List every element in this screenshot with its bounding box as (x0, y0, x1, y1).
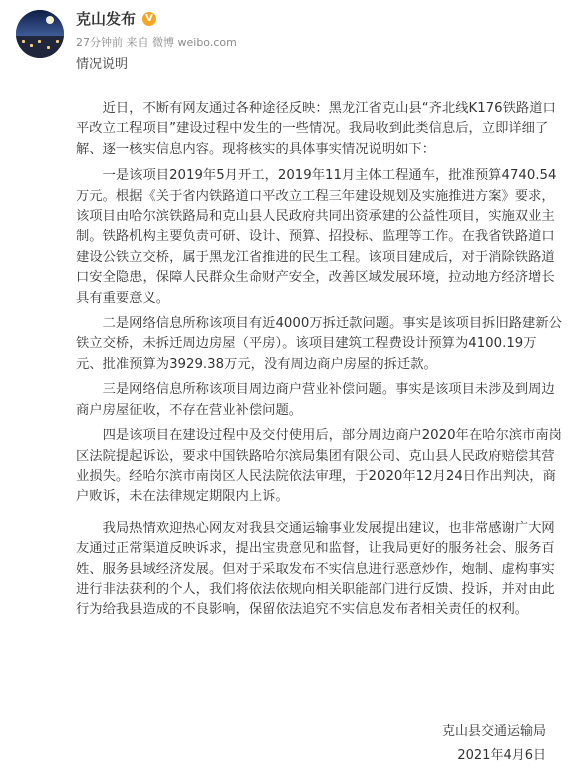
cropped-footer (76, 766, 196, 773)
author-name[interactable]: 克山发布 (76, 10, 137, 28)
avatar-sky (16, 10, 64, 36)
avatar-light (56, 40, 59, 43)
date: 2021年4月6日 (457, 748, 546, 763)
paragraph-point-2: 二是网络信息所称该项目有近4000万拆迁款问题。事实是该项目拆旧路建新公铁立交桥，未拆迁周边房屋（平房）。该项目建筑工程费设计预算为4100.19万元、批准预算为3929.38万元，没有周边商户房屋的拆迁款。 (76, 316, 562, 372)
verified-icon: V (142, 12, 156, 26)
avatar-light (47, 46, 50, 49)
source-prefix: 来自 (126, 36, 149, 49)
post-title: 情况说明 (76, 57, 129, 72)
post-time[interactable]: 27分钟前 (76, 36, 123, 49)
avatar[interactable] (16, 10, 64, 58)
avatar-moon (46, 16, 54, 24)
post-meta (76, 36, 237, 50)
paragraph-intro: 近日，不断有网友通过各种途径反映：黑龙江省克山县“齐北线K176铁路道口平改立工程项目”建设过程中发生的一些情况。我局收到此类信息后，立即详细了解、逐一核实信息内容。现将核实的具体事实情况说明如下： (76, 101, 556, 157)
avatar-light (38, 40, 41, 43)
paragraph-point-3: 三是网络信息所称该项目周边商户营业补偿问题。事实是该项目未涉及到周边商户房屋征收，不存在营业补偿问题。 (76, 382, 555, 418)
paragraph-point-1: 一是该项目2019年5月开工，2019年11月主体工程通车，批准预算4740.54万元。根据《关于省内铁路道口平改立工程三年建设规划及实施推进方案》要求，该项目由哈尔滨铁路局和克山县人民政府共同出资承建的公益性项目，实施双业主制。铁路机构主要负责可研、设计、预算、招投标、监理等工作。在我省铁路道口建设公铁立交桥，属于黑龙江省推进的民生工程。该项目建成后，对于消除铁路道口安全隐患，保障人民群众生命财产安全，改善区域发展环境，拉动地方经济增长具有重要意义。 (76, 168, 557, 306)
post-source[interactable]: 微博 weibo.com (152, 36, 237, 49)
signature: 克山县交通运输局 (441, 724, 546, 739)
avatar-light (22, 40, 25, 43)
avatar-light (30, 44, 33, 47)
paragraph-point-4: 四是该项目在建设过程中及交付使用后，部分周边商户2020年在哈尔滨市南岗区法院提起诉讼，要求中国铁路哈尔滨局集团有限公司、克山县人民政府赔偿其营业损失。经哈尔滨市南岗区人民法院依法审理，于2020年12月24日作出判决，商户败诉，未在法律规定期限内上诉。 (76, 428, 562, 505)
paragraph-closing: 我局热情欢迎热心网友对我县交通运输事业发展提出建议，也非常感谢广大网友通过正常渠道反映诉求，提出宝贵意见和监督，让我局更好的服务社会、服务百姓、服务县域经济发展。但对于采取发布不实信息进行恶意炒作，炮制、虚构事实进行非法获利的个人，我们将依法依规向相关职能部门进行反馈、投诉，并对由此行为给我县造成的不良影响，保留依法追究不实信息发布者相关责任的权利。 (76, 520, 555, 618)
post-header (0, 0, 586, 58)
post-body (76, 99, 562, 621)
